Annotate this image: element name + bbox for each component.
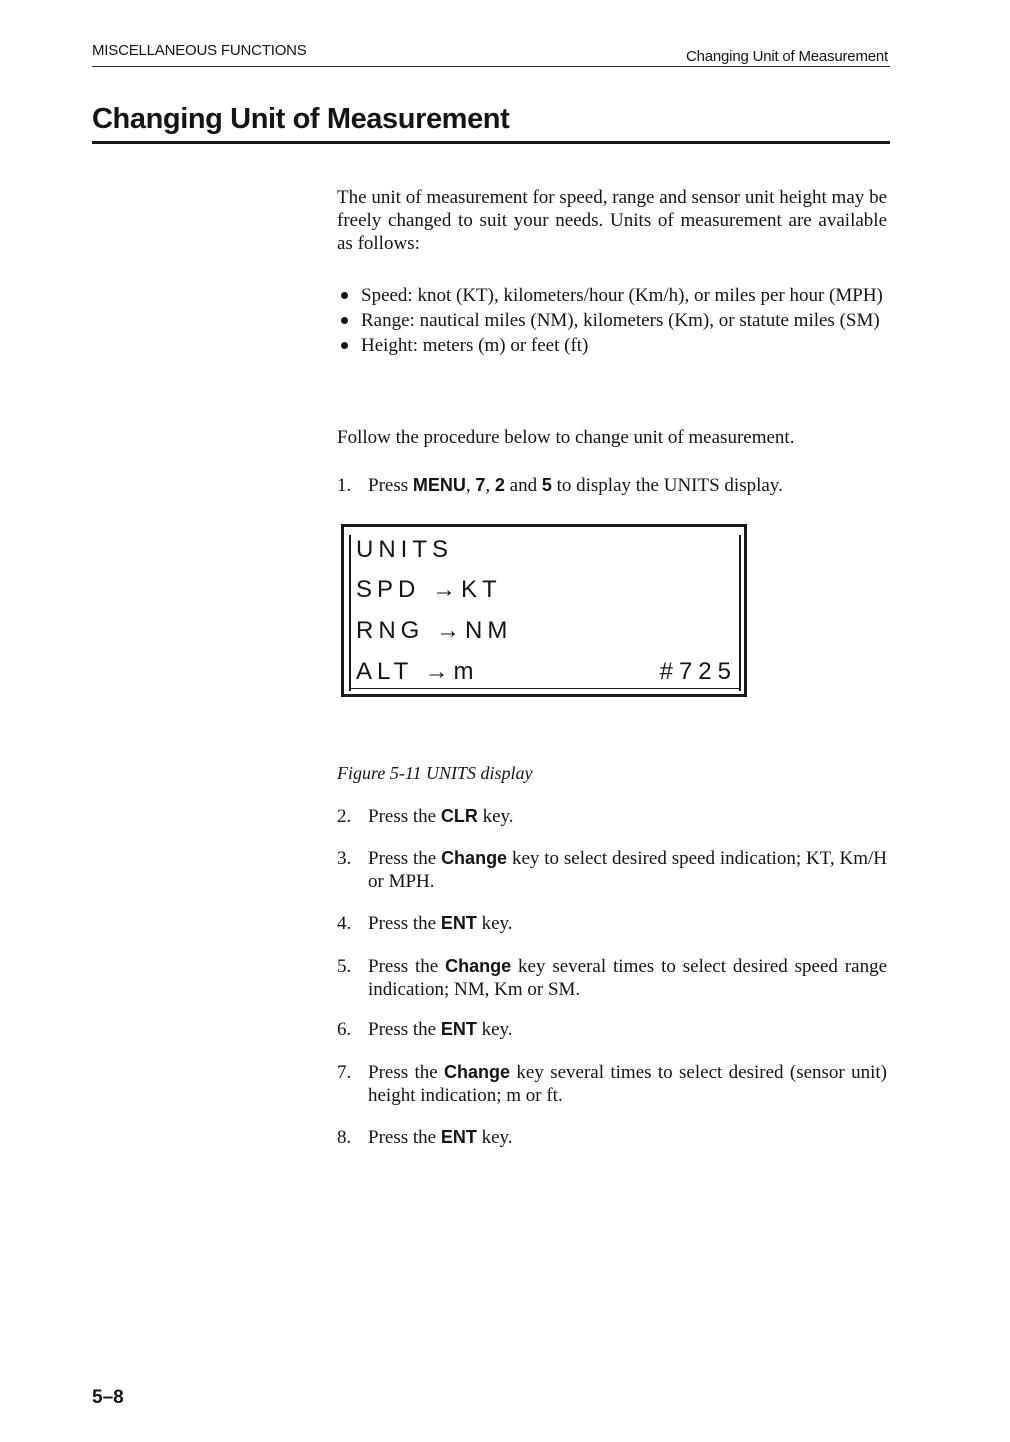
step-text: , xyxy=(485,475,495,496)
step-text: , xyxy=(465,475,476,496)
step-text: key. xyxy=(476,1019,513,1040)
page-title: Changing Unit of Measurement xyxy=(92,103,890,144)
row-label: RNG xyxy=(356,617,425,644)
display-code: #725 xyxy=(659,658,737,685)
ent-key: ENT xyxy=(440,913,477,933)
header-topic: Changing Unit of Measurement xyxy=(685,48,888,65)
list-item xyxy=(337,284,887,307)
step-number: 8. xyxy=(337,1127,352,1148)
step-1 xyxy=(337,474,887,497)
menu-key: MENU xyxy=(412,475,466,495)
display-underline xyxy=(351,688,739,689)
step-text: key. xyxy=(476,1127,513,1148)
step-number: 6. xyxy=(337,1019,352,1040)
step-text: Press the xyxy=(368,913,441,934)
display-row-speed xyxy=(356,576,502,604)
change-key: Change xyxy=(445,956,512,976)
bullet-icon xyxy=(341,317,348,324)
step-3 xyxy=(337,847,887,893)
ent-key: ENT xyxy=(440,1127,477,1147)
step-text: Press the xyxy=(368,956,446,977)
step-item xyxy=(337,847,887,893)
units-list xyxy=(337,284,887,359)
key-5: 5 xyxy=(541,475,552,495)
row-label: SPD xyxy=(356,576,421,603)
arrow-icon: → xyxy=(432,576,462,603)
display-title: UNITS xyxy=(356,536,453,563)
step-text: key. xyxy=(476,913,513,934)
running-header xyxy=(92,40,890,70)
procedure-intro: Follow the procedure below to change unit of measurement. xyxy=(337,427,795,448)
step-4 xyxy=(337,912,887,935)
step-text: key to select desired speed indication; KT, Km/H or MPH. xyxy=(368,848,887,892)
display-row-range xyxy=(356,617,512,645)
list-item xyxy=(337,334,887,357)
step-text: Press the xyxy=(368,848,442,869)
ent-key: ENT xyxy=(440,1019,477,1039)
step-number: 7. xyxy=(337,1062,352,1083)
step-text: Press the xyxy=(368,1019,441,1040)
step-text: and xyxy=(504,475,542,496)
step-number: 3. xyxy=(337,848,352,869)
step-text: key. xyxy=(477,806,514,827)
row-value: KT xyxy=(461,576,502,603)
list-item xyxy=(337,309,887,332)
step-text: Press the xyxy=(368,1127,441,1148)
step-number: 1. xyxy=(337,475,352,496)
height-units: Height: meters (m) or feet (ft) xyxy=(361,335,589,356)
display-row-altitude xyxy=(356,658,478,686)
header-rule xyxy=(92,66,890,67)
key-2: 2 xyxy=(494,475,505,495)
step-7 xyxy=(337,1061,887,1107)
step-item xyxy=(337,955,887,1001)
bullet-icon xyxy=(341,292,348,299)
change-key: Change xyxy=(441,848,508,868)
step-text: to display the UNITS display. xyxy=(551,475,783,496)
step-item xyxy=(337,912,887,935)
change-key: Change xyxy=(444,1062,511,1082)
arrow-icon: → xyxy=(424,658,454,685)
intro-paragraph: The unit of measurement for speed, range and sensor unit height may be freely changed to suit your needs. Units of measurement are available as follows: xyxy=(337,187,887,254)
step-6 xyxy=(337,1018,887,1041)
step-number: 2. xyxy=(337,806,352,827)
step-text: Press the xyxy=(368,1062,445,1083)
page-number: 5–8 xyxy=(92,1387,124,1408)
step-item xyxy=(337,1126,887,1149)
row-label: ALT xyxy=(356,658,413,685)
step-item xyxy=(337,474,887,497)
row-value: NM xyxy=(465,617,513,644)
step-2 xyxy=(337,805,887,828)
step-number: 4. xyxy=(337,913,352,934)
header-section: MISCELLANEOUS FUNCTIONS xyxy=(92,42,307,59)
arrow-icon: → xyxy=(436,617,466,644)
step-text: Press xyxy=(368,475,413,496)
bullet-icon xyxy=(341,342,348,349)
step-text: Press the xyxy=(368,806,441,827)
step-text: key several times to select desired (sensor unit) height indication; m or ft. xyxy=(368,1062,887,1106)
figure-caption: Figure 5-11 UNITS display xyxy=(337,763,533,783)
step-text: key several times to select desired speed range indication; NM, Km or SM. xyxy=(368,956,887,1000)
key-7: 7 xyxy=(475,475,486,495)
step-5 xyxy=(337,955,887,1001)
step-8 xyxy=(337,1126,887,1149)
step-number: 5. xyxy=(337,956,352,977)
range-units: Range: nautical miles (NM), kilometers (Km), or statute miles (SM) xyxy=(361,310,880,331)
clr-key: CLR xyxy=(440,806,478,826)
step-item xyxy=(337,1061,887,1107)
step-item xyxy=(337,1018,887,1041)
speed-units: Speed: knot (KT), kilometers/hour (Km/h), or miles per hour (MPH) xyxy=(361,285,883,306)
step-item xyxy=(337,805,887,828)
row-value: m xyxy=(453,658,479,685)
